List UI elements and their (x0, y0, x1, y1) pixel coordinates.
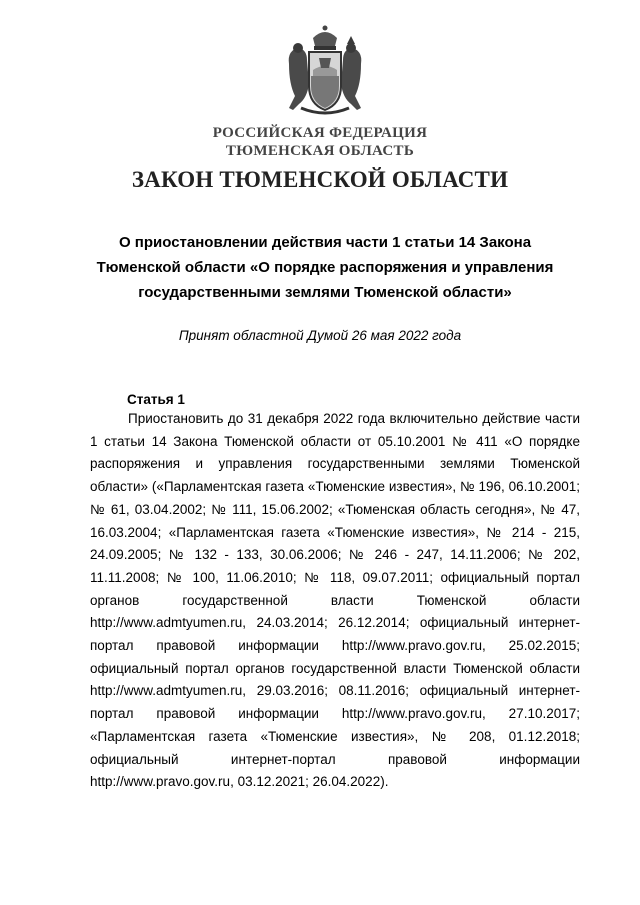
region-heading: ТЮМЕНСКАЯ ОБЛАСТЬ (225, 143, 415, 159)
article-body-text: Приостановить до 31 декабря 2022 года включительно действие части 1 статьи 14 Закона Тюменской области от 05.10.2001 № 411 «О порядке распоряжения и управления государственными землями Тюменской области» («Парламентская газета «Тюменские известия», № 196, 06.10.2001; № 61, 03.04.2002; № 111, 15.06.2002; «Тюменская область сегодня», № 47, 16.03.2004; «Парламентская газета «Тюменские известия», № 214 - 215, 24.09.2005; № 132 - 133, 30.06.2006; № 246 - 247, 14.11.2006; № 202, 11.11.2008; № 100, 11.06.2010; № 118, 09.07.2011; официальный портал органов государственной власти Тюменской области http://www.admtyumen.ru, 24.03.2014; 26.12.2014; официальный интернет-портал правовой информации http://www.pravo.gov.ru, 25.02.2015; официальный портал органов государственной власти Тюменской области http://www.admtyumen.ru, 29.03.2016; 08.11.2016; официальный интернет-портал правовой информации http://www.pravo.gov.ru, 27.10.2017; «Парламентская газета «Тюменские известия», № 208, 01.12.2018; официальный интернет-портал правовой информации http://www.pravo.gov.ru, 03.12.2021; 26.04.2022). (90, 411, 580, 790)
coat-of-arms-icon (283, 24, 367, 118)
country-heading: РОССИЙСКАЯ ФЕДЕРАЦИЯ (212, 125, 428, 141)
law-subject-title: О приостановлении действия части 1 статьи 14 Закона Тюменской области «О порядке распоряжения и управления государственными землями Тюменской области» (96, 234, 554, 301)
article-heading: Статья 1 (127, 392, 185, 407)
adoption-note: Принят областной Думой 26 мая 2022 года (178, 328, 462, 343)
document-type-title: ЗАКОН ТЮМЕНСКОЙ ОБЛАСТИ (131, 167, 509, 192)
